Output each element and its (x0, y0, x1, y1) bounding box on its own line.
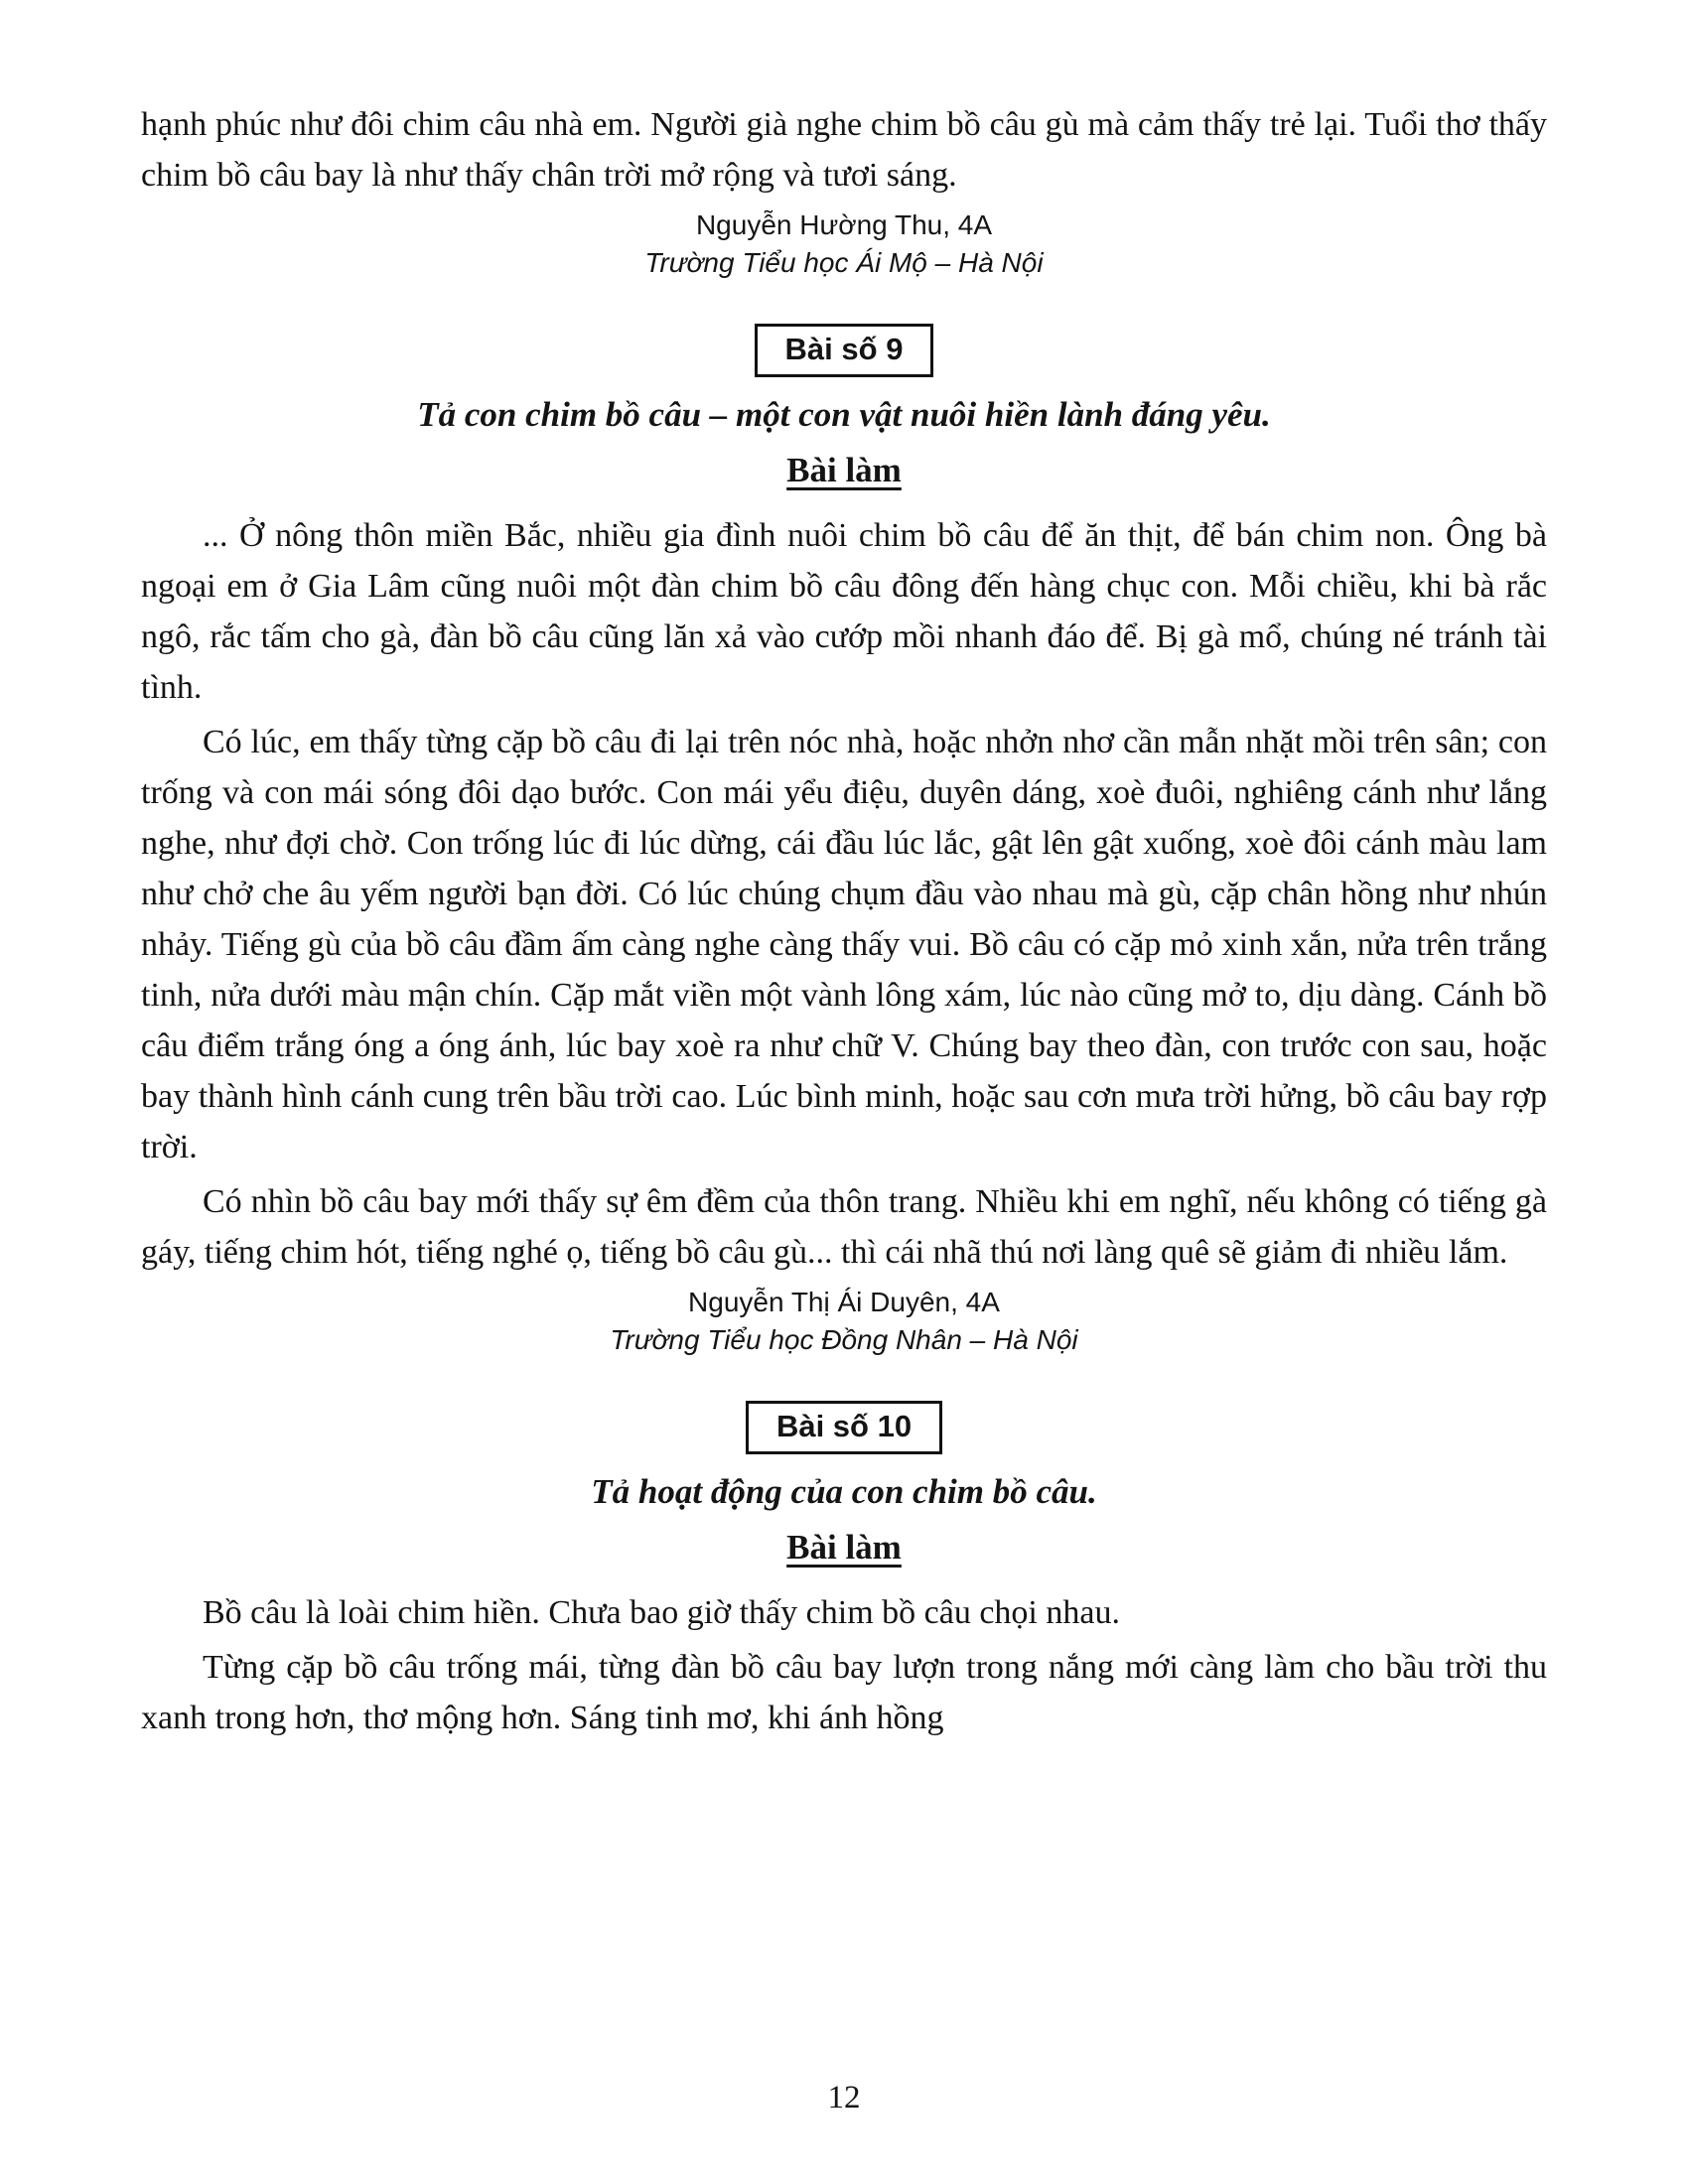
lesson-10-paragraph: Bồ câu là loài chim hiền. Chưa bao giờ thấy chim bồ câu chọi nhau. (203, 1594, 1120, 1631)
lesson-10-title: Tả hoạt động của con chim bồ câu. (591, 1472, 1097, 1511)
lesson-9-bai-lam-heading (141, 451, 1547, 490)
lesson-9-paragraph: Có nhìn bồ câu bay mới thấy sự êm đềm của thôn trang. Nhiều khi em nghĩ, nếu không có tiếng gà gáy, tiếng chim hót, tiếng nghé ọ, tiếng bồ câu gù... thì cái nhã thú nơi làng quê sẽ giảm đi nhiều lắm. (141, 1183, 1547, 1271)
lesson-9-bai-lam-text: Bài làm (786, 451, 902, 489)
lesson-9-title: Tả con chim bồ câu – một con vật nuôi hiền lành đáng yêu. (417, 395, 1271, 434)
author-line: Nguyễn Hường Thu, 4A (695, 209, 993, 240)
lesson-10-box-wrap (141, 1401, 1547, 1454)
lesson-10-bai-lam-heading (141, 1528, 1547, 1568)
lesson-9-box-wrap (141, 324, 1547, 377)
lesson-10-box-label: Bài số 10 (746, 1401, 942, 1454)
lesson-10-bai-lam-text: Bài làm (786, 1528, 902, 1567)
lesson-10-paragraph: Từng cặp bồ câu trống mái, từng đàn bồ câu bay lượn trong nắng mới càng làm cho bầu trời thu xanh trong hơn, thơ mộng hơn. Sáng tinh mơ, khi ánh hồng (141, 1649, 1547, 1736)
school-line: Trường Tiểu học Đồng Nhân – Hà Nội (610, 1324, 1078, 1355)
lesson-9-paragraph: Có lúc, em thấy từng cặp bồ câu đi lại trên nóc nhà, hoặc nhởn nhơ cần mẫn nhặt mồi trên sân; con trống và con mái sóng đôi dạo bước. Con mái yểu điệu, duyên dáng, xoè đuôi, nghiêng cánh như lắng nghe, như đợi chờ. Con trống lúc đi lúc dừng, cái đầu lúc lắc, gật lên gật xuống, xoè đôi cánh màu lam như chở che âu yếm người bạn đời. Có lúc chúng chụm đầu vào nhau mà gù, cặp chân hồng như nhún nhảy. Tiếng gù của bồ câu đầm ấm càng nghe càng thấy vui. Bồ câu có cặp mỏ xinh xắn, nửa trên trắng tinh, nửa dưới màu mận chín. Cặp mắt viền một vành lông xám, lúc nào cũng mở to, dịu dàng. Cánh bồ câu điểm trắng óng a óng ánh, lúc bay xoè ra như chữ V. Chúng bay theo đàn, con trước con sau, hoặc bay thành hình cánh cung trên bầu trời cao. Lúc bình minh, hoặc sau cơn mưa trời hửng, bồ câu bay rợp trời. (141, 724, 1547, 1165)
school-line: Trường Tiểu học Ái Mộ – Hà Nội (644, 247, 1044, 278)
continuation-paragraph: hạnh phúc như đôi chim câu nhà em. Người già nghe chim bồ câu gù mà cảm thấy trẻ lại. Tuổi thơ thấy chim bồ câu bay là như thấy chân trời mở rộng và tươi sáng. (141, 106, 1547, 194)
lesson-9-paragraph: ... Ở nông thôn miền Bắc, nhiều gia đình nuôi chim bồ câu để ăn thịt, để bán chim non. Ông bà ngoại em ở Gia Lâm cũng nuôi một đàn chim bồ câu đông đến hàng chục con. Mỗi chiều, khi bà rắc ngô, rắc tấm cho gà, đàn bồ câu cũng lăn xả vào cướp mồi nhanh đáo để. Bị gà mổ, chúng né tránh tài tình. (141, 517, 1547, 706)
page-number: 12 (827, 2080, 861, 2116)
attribution-block-2 (141, 1284, 1547, 1359)
author-line: Nguyễn Thị Ái Duyên, 4A (688, 1287, 1000, 1317)
attribution-block-1 (141, 206, 1547, 282)
lesson-9-box-label: Bài số 9 (755, 324, 934, 377)
